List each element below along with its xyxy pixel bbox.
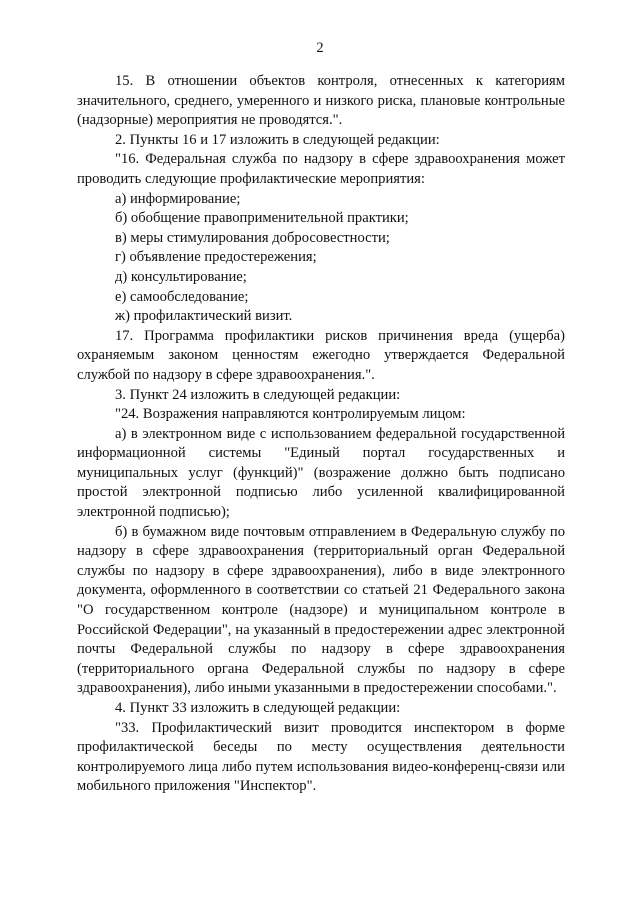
list-item-g: г) объявление предостережения; [115,249,317,266]
paragraph-item-2: 2. Пункты 16 и 17 изложить в следующей редакции: [115,131,440,148]
paragraph-17: 17. Программа профилактики рисков причинения вреда (ущерба) охраняемым законом ценностям ежегодно утверждается Федеральной службой по надзору в сфере здравоохранения.". [77,327,565,383]
paragraph-item-4: 4. Пункт 33 изложить в следующей редакции: [115,700,401,716]
list-item-a: а) информирование; [115,190,241,207]
page-number: 2 [316,40,324,56]
list-item-v: в) меры стимулирования добросовестности; [115,229,390,246]
paragraph-item-3: 3. Пункт 24 изложить в следующей редакции: [115,386,401,403]
list-item-zh: ж) профилактический визит. [115,308,293,325]
paragraph-24: "24. Возражения направляются контролируемым лицом: [115,406,466,423]
list-item-e: е) самообследование; [115,288,249,305]
document-body [77,72,565,797]
paragraph-33: "33. Профилактический визит проводится инспектором в форме профилактической беседы по месту осуществления деятельности контролируемого лица либо путем использования видео-конференц-связи или мобильного приложения "Инспектор". [77,719,565,795]
paragraph-24-b: б) в бумажном виде почтовым отправлением в Федеральную службу по надзору в сфере здравоохранения (территориальный орган Федеральной службы по надзору в сфере здравоохранения), либо в виде электронного документа, оформленного в соответствии со статьей 21 Федерального закона "О государственном контроле (надзоре) и муниципальном контроле в Российской Федерации", на указанный в предостережении адрес электронной почты Федеральной службы по надзору в сфере здравоохранения (территориального органа Федеральной службы по надзору в сфере здравоохранения), либо иными указанными в предостережении способами.". [77,523,565,697]
paragraph-16: "16. Федеральная служба по надзору в сфере здравоохранения может проводить следующие профилактические мероприятия: [77,151,565,187]
paragraph-24-a: а) в электронном виде с использованием федеральной государственной информационной системы "Единый портал государственных и муниципальных услуг (функций)" (возражение должно быть подписано простой электронной подписью либо усиленной квалифицированной электронной подписью); [77,425,565,521]
list-item-d: д) консультирование; [115,268,247,285]
list-item-b: б) обобщение правоприменительной практики; [115,210,409,227]
paragraph-15: 15. В отношении объектов контроля, отнесенных к категориям значительного, среднего, умеренного и низкого риска, плановые контрольные (надзорные) мероприятия не проводятся.". [77,73,565,129]
